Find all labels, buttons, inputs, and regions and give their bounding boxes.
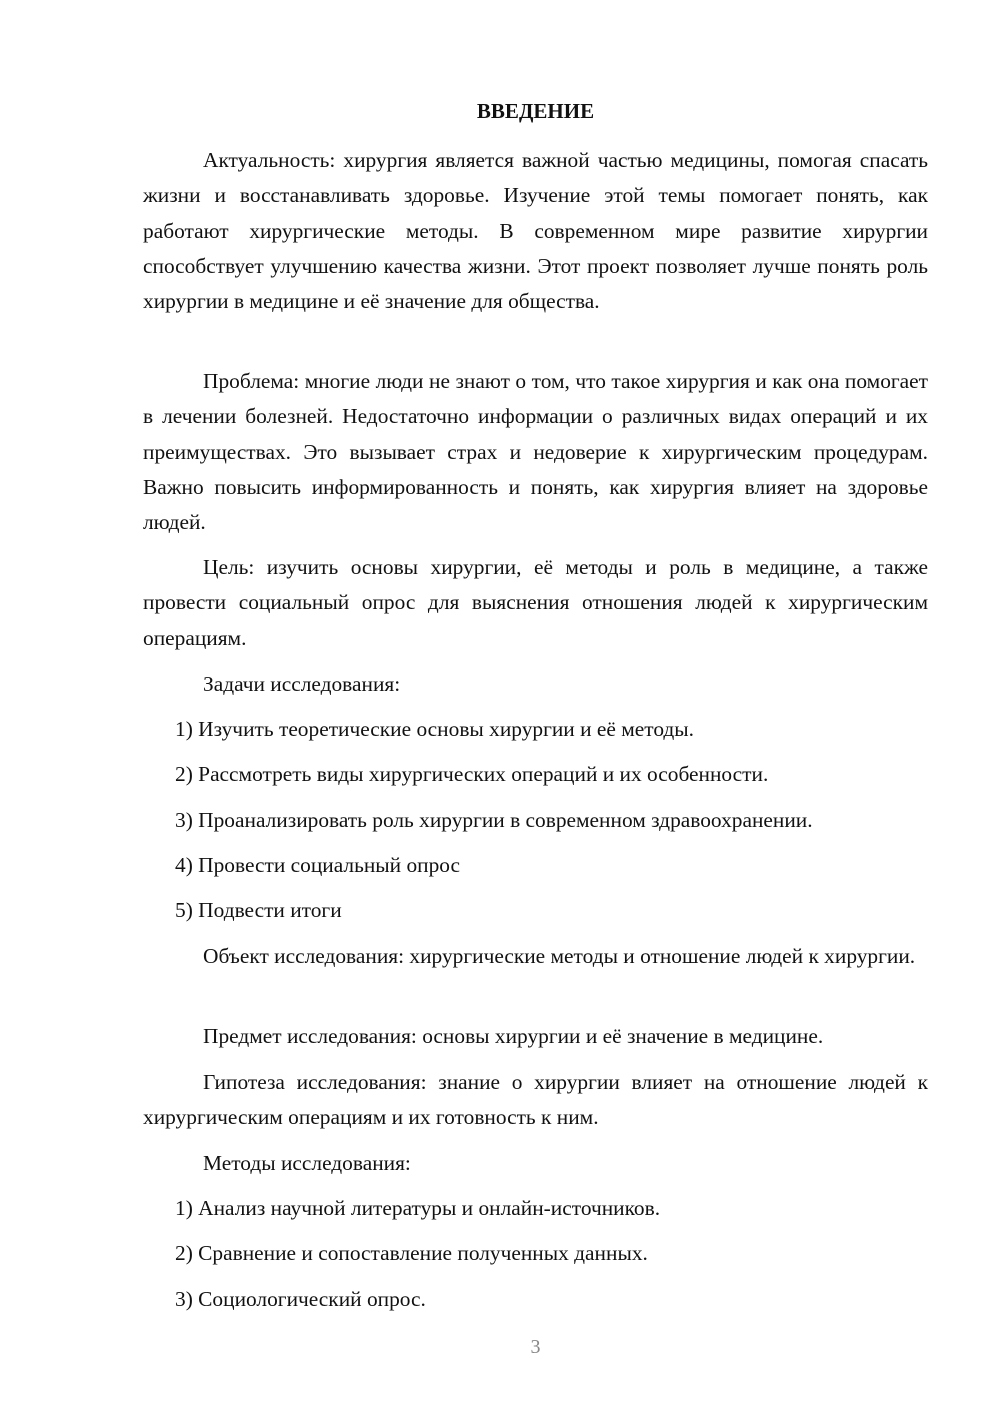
section-title: ВВЕДЕНИЕ (476, 99, 595, 123)
subject-paragraph: Предмет исследования: основы хирургии и её значение в медицине. (203, 1024, 824, 1048)
methods-heading: Методы исследования: (203, 1151, 411, 1175)
task-item: 4) Провести социальный опрос (175, 853, 461, 877)
method-item: 3) Социологический опрос. (175, 1287, 426, 1311)
task-item: 1) Изучить теоретические основы хирургии и её методы. (175, 717, 695, 741)
method-item: 2) Сравнение и сопоставление полученных данных. (175, 1241, 648, 1265)
relevance-paragraph: Актуальность: хирургия является важной частью медицины, помогая спасать жизни и восстанавливать здоровье. Изучение этой темы помогает понять, как работают хирургические методы. В современном мире развитие хирургии способствует улучшению качества жизни. Этот проект позволяет лучше понять роль хирургии в медицине и её значение для общества. (143, 148, 928, 314)
page-number: 3 (530, 1336, 541, 1358)
tasks-heading: Задачи исследования: (203, 672, 401, 696)
task-item: 2) Рассмотреть виды хирургических операций и их особенности. (175, 762, 769, 786)
hypothesis-paragraph: Гипотеза исследования: знание о хирургии влияет на отношение людей к хирургическим операциям и их готовность к ним. (143, 1070, 928, 1130)
object-paragraph: Объект исследования: хирургические методы и отношение людей к хирургии. (203, 944, 916, 968)
problem-paragraph: Проблема: многие люди не знают о том, что такое хирургия и как она помогает в лечении болезней. Недостаточно информации о различных видах операций и их преимуществах. Это вызывает страх и недоверие к хирургическим процедурам. Важно повысить информированность и понять, как хирургия влияет на здоровье людей. (143, 369, 928, 535)
method-item: 1) Анализ научной литературы и онлайн-источников. (175, 1196, 661, 1220)
task-item: 3) Проанализировать роль хирургии в современном здравоохранении. (175, 808, 813, 832)
goal-paragraph: Цель: изучить основы хирургии, её методы и роль в медицине, а также провести социальный опрос для выяснения отношения людей к хирургическим операциям. (143, 555, 928, 650)
task-item: 5) Подвести итоги (175, 898, 342, 922)
